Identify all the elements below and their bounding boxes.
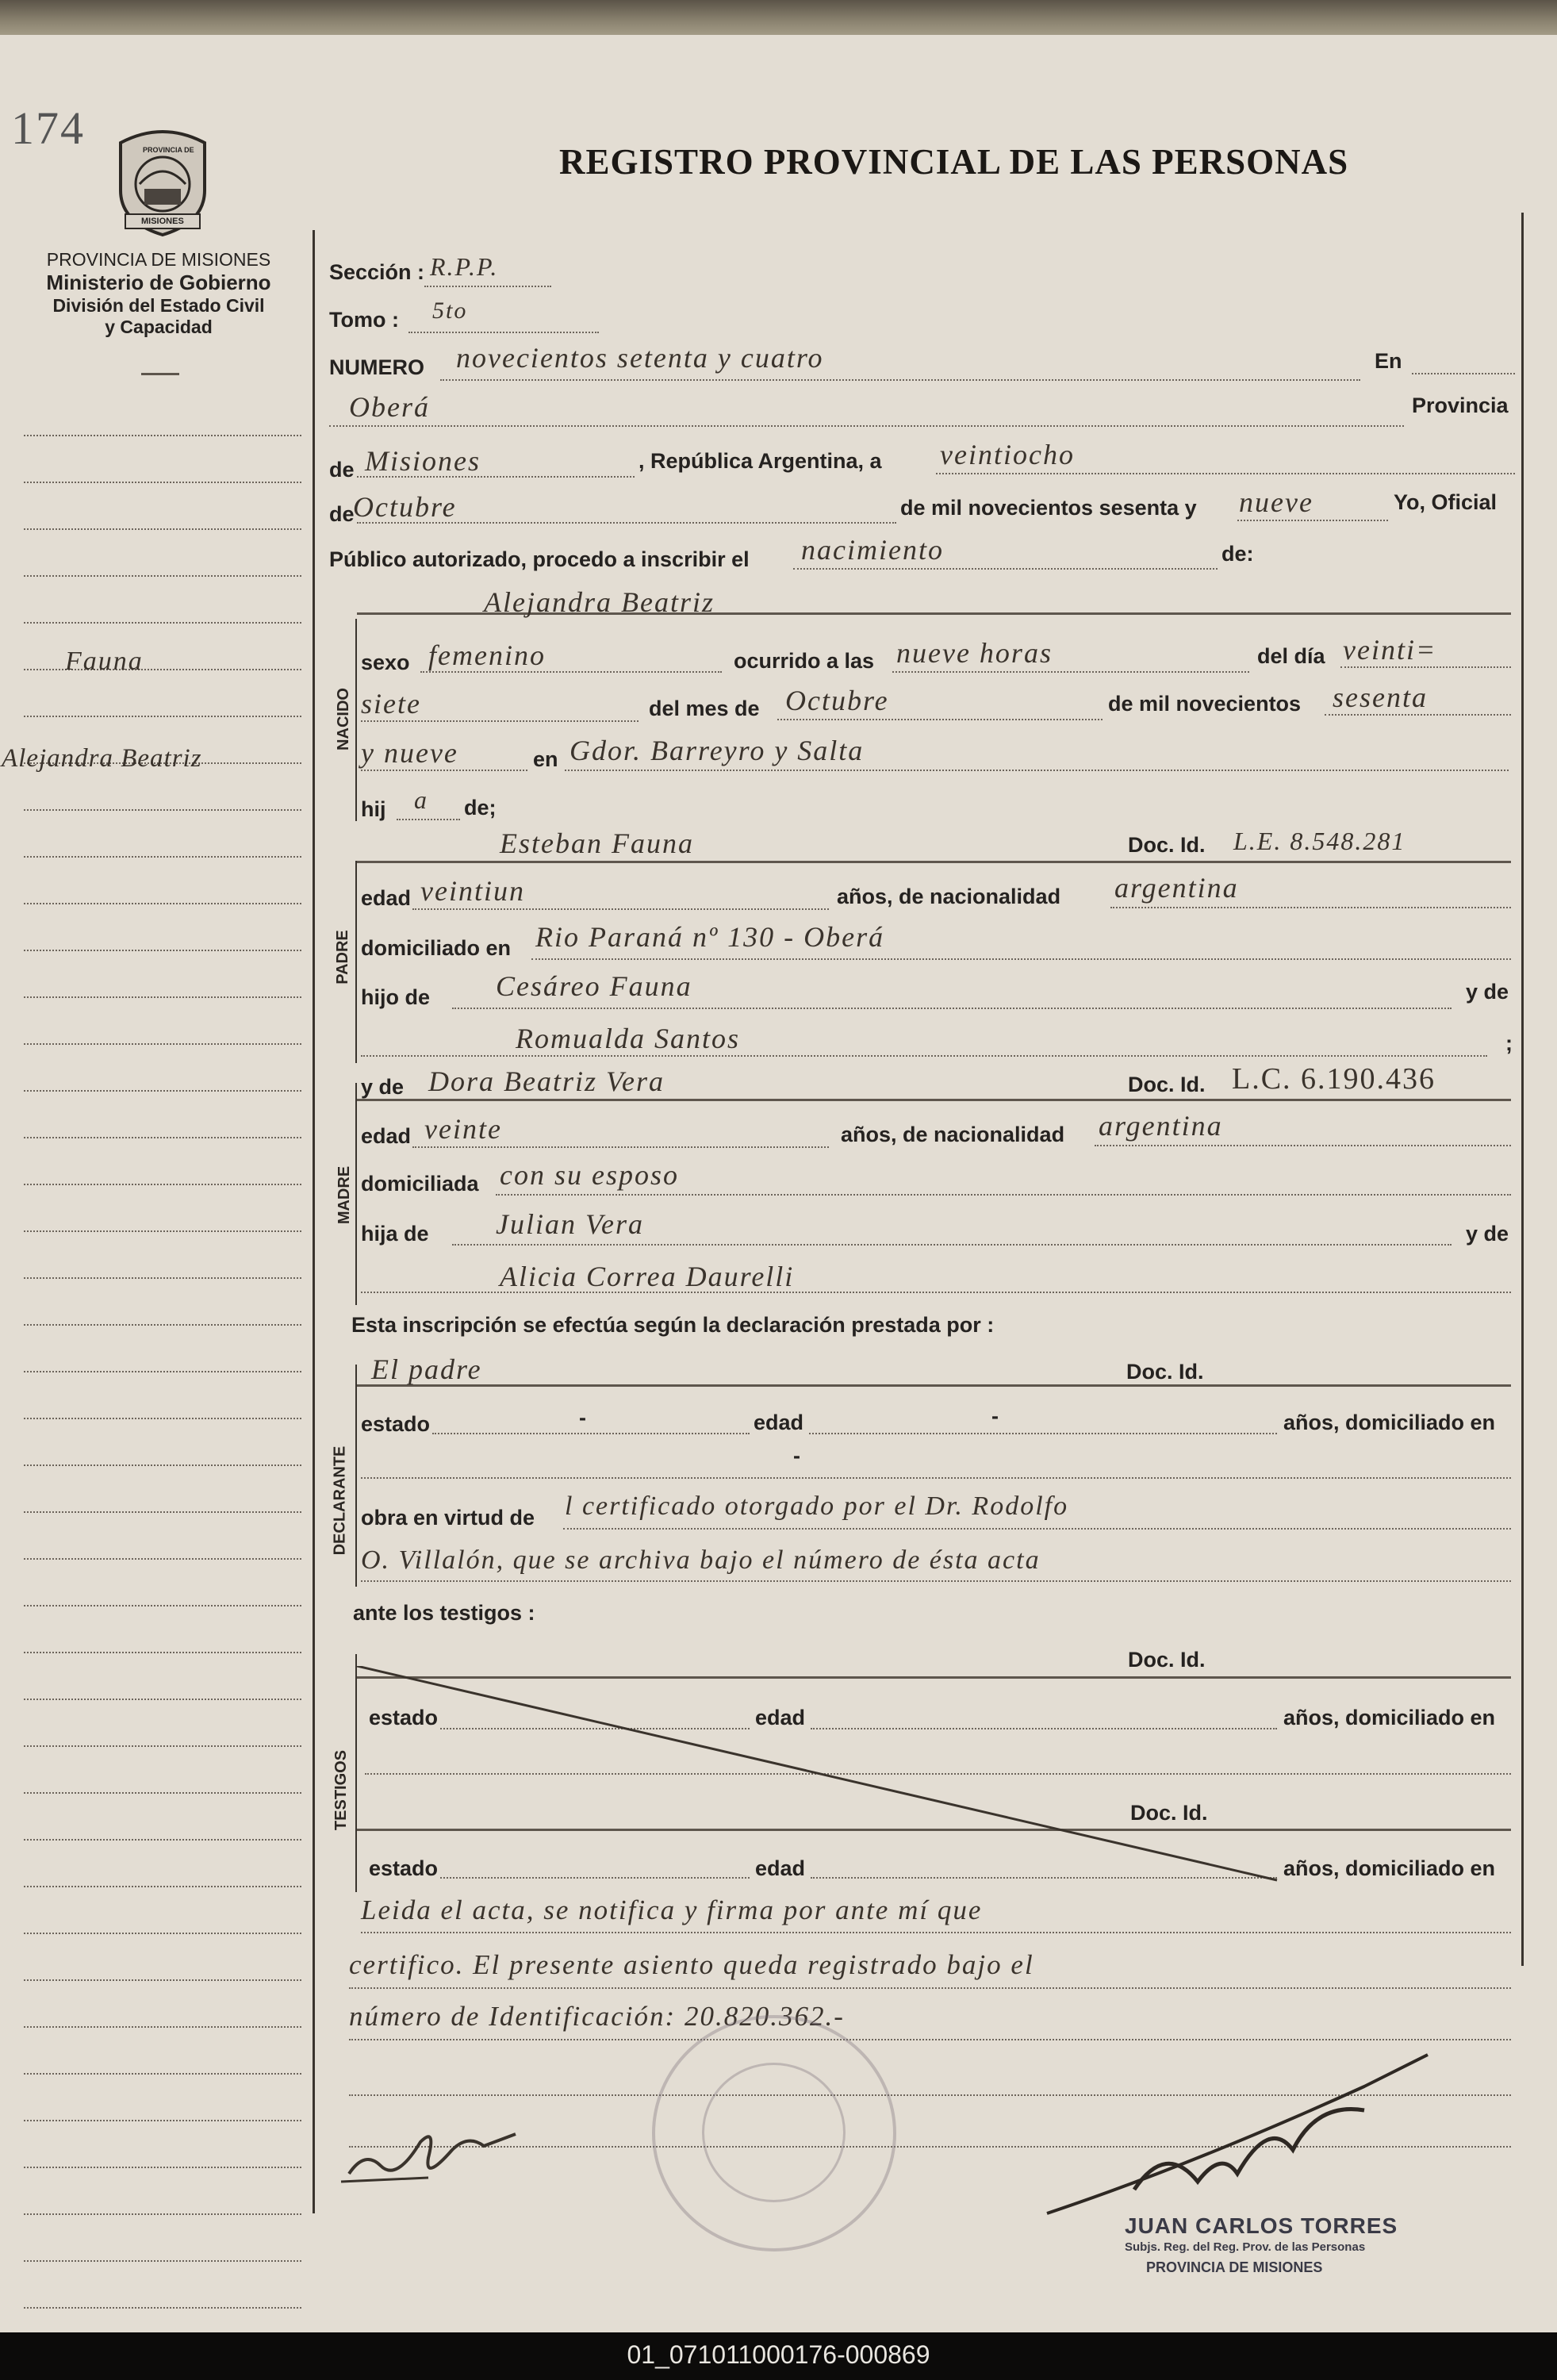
officer-name: JUAN CARLOS TORRES [1125,2213,1398,2238]
margin-ruled-line [24,1558,301,1560]
father-mother-line [361,1055,1487,1057]
anio-value-2: y nueve [361,737,458,769]
mil-label: de mil novecientos sesenta y [900,496,1197,520]
father-yde-label: y de [1466,980,1509,1004]
page-title: REGISTRO PROVINCIAL DE LAS PERSONAS [559,142,1349,182]
seccion-line [424,286,551,287]
margin-ruled-line [24,1464,301,1466]
hora-value: nueve horas [896,637,1053,669]
declarante-value: El padre [371,1353,482,1385]
place-line [329,425,1404,427]
dia-line [1340,666,1511,668]
declarante-edad-dash: - [991,1404,999,1428]
child-name: Alejandra Beatriz [484,586,715,618]
mother-name-line [357,1099,1511,1101]
anio-value: sesenta [1333,681,1428,713]
margin-ruled-line [24,903,301,904]
declarante-estado-line [432,1433,750,1434]
org-capacity: y Capacidad [105,317,213,337]
margin-ruled-line [24,2213,301,2215]
de-colon-label: de: [1221,542,1254,566]
father-dom-label: domiciliado en [361,936,512,960]
testigo1-edad-label: edad [755,1706,806,1729]
seccion-value: R.P.P. [430,252,499,281]
mother-doc-label: Doc. Id. [1128,1073,1206,1096]
father-age-line [412,908,829,910]
madre-bracket [355,1083,357,1305]
mother-name: Dora Beatriz Vera [428,1065,665,1097]
dia-label: del día [1257,644,1325,668]
side-label-declarante: DECLARANTE [331,1445,349,1556]
margin-ruled-line [24,1933,301,1934]
side-label-testigos: TESTIGOS [332,1749,351,1831]
republica-label: , República Argentina, a [639,449,882,473]
mes-value: Octubre [785,685,889,716]
emblem-label-top: PROVINCIA DE [143,146,194,154]
org-header [0,249,317,338]
margin-ruled-line [24,622,301,624]
de3-label: de; [464,796,497,820]
de2-label: de [329,502,355,526]
officer-title: Subjs. Reg. del Reg. Prov. de las Personas [1125,2240,1366,2254]
father-nat: argentina [1114,872,1239,904]
declarant-signature [333,2102,547,2198]
margin-ruled-line [24,2260,301,2262]
numero-value: novecientos setenta y cuatro [456,342,824,374]
dia2-line [361,720,639,722]
margin-ruled-line [24,1090,301,1092]
father-father: Cesáreo Fauna [496,970,692,1002]
dia-value-2: siete [361,688,421,720]
en-line [1412,373,1515,374]
provincia-label: Provincia [1412,393,1509,417]
closing-line-2: certifico. El presente asiento queda registrado bajo el [349,1949,1034,1980]
year-value: nueve [1239,486,1313,518]
emblem-label-bottom: MISIONES [141,217,184,226]
obra-label: obra en virtud de [361,1506,535,1530]
numero-label: NUMERO [329,355,424,379]
father-doc: L.E. 8.548.281 [1233,827,1406,855]
father-dom-line [531,958,1511,960]
father-father-line [452,1008,1452,1009]
mother-mother: Alicia Correa Daurelli [500,1261,795,1292]
margin-ruled-line [24,2120,301,2121]
margin-ruled-line [24,1605,301,1606]
ocurrido-label: ocurrido a las [734,649,875,673]
margin-ruled-line [24,2167,301,2168]
declarante-dom-dash: - [793,1444,800,1468]
margin-ruled-line [24,2073,301,2075]
father-doc-label: Doc. Id. [1128,833,1206,857]
margin-ruled-line [24,1745,301,1747]
page-number: 174 [11,102,85,154]
mes-label: del mes de [649,697,760,720]
testigo1-doc-label: Doc. Id. [1128,1648,1206,1672]
right-frame-border [1521,213,1524,1966]
margin-ruled-line [24,1979,301,1981]
testigo2-dom-label: años, domiciliado en [1283,1856,1496,1880]
act-line [793,568,1218,570]
margin-ruled-line [24,1277,301,1279]
hij-label: hij [361,797,386,821]
closing-line-1: Leida el acta, se notifica y firma por ante mí que [361,1894,983,1925]
oficial-label: Yo, Oficial [1394,490,1498,514]
testigo1-dom-label: años, domiciliado en [1283,1706,1496,1729]
margin-ruled-line [24,435,301,436]
mother-age: veinte [424,1113,502,1145]
margin-ruled-line [24,1184,301,1185]
margin-surname: Fauna [65,647,144,676]
mother-nat: argentina [1099,1110,1223,1142]
testigo2-doc-label: Doc. Id. [1130,1801,1208,1825]
father-father-label: hijo de [361,985,430,1009]
margin-ruled-line [24,716,301,717]
book-binding [0,0,1557,35]
mother-father-label: hija de [361,1222,429,1246]
margin-ruled-line [24,482,301,483]
month-value: Octubre [353,491,457,523]
org-province: PROVINCIA DE MISIONES [46,249,271,270]
org-division: División del Estado Civil [52,295,265,316]
father-name: Esteban Fauna [500,827,694,859]
obra-value-2: O. Villalón, que se archiva bajo el número de ésta acta [361,1545,1041,1575]
margin-ruled-line [24,1886,301,1887]
margin-ruled-line [24,950,301,951]
coat-of-arms-emblem [111,127,214,238]
anio2-line [361,770,527,771]
father-name-line [357,861,1511,863]
officer-province: PROVINCIA DE MISIONES [1146,2259,1323,2275]
en2-label: en [533,747,558,771]
father-semicolon: ; [1505,1031,1513,1055]
mother-dom-line [496,1194,1511,1196]
declarante-estado-label: estado [361,1412,431,1436]
margin-ruled-line [24,1839,301,1841]
father-dom: Rio Paraná nº 130 - Oberá [535,921,885,953]
side-label-padre: PADRE [333,930,351,985]
org-ministry: Ministerio de Gobierno [46,271,271,294]
hij-line [397,819,460,820]
obra-value: l certificado otorgado por el Dr. Rodolfo [565,1491,1069,1521]
lugar-line [565,770,1509,771]
sexo-value: femenino [428,639,546,671]
margin-ruled-line [24,1652,301,1653]
mother-nat-label: años, de nacionalidad [841,1123,1065,1146]
declaracion-label: Esta inscripción se efectúa según la declaración prestada por : [351,1313,995,1337]
margin-ruled-line [24,1371,301,1372]
margin-ruled-line [24,996,301,998]
margin-ruled-line [24,1230,301,1232]
margin-ruled-line [24,1043,301,1045]
mother-yde-label: y de [361,1075,405,1099]
mother-age-line [412,1146,829,1148]
numero-line [440,379,1360,381]
province-value: Misiones [365,445,481,477]
testigos-strike-line [357,1666,1309,1888]
closing1-line [361,1932,1511,1933]
margin-ruled-line [24,856,301,858]
closing-line-3: número de Identificación: 20.820.362.- [349,2001,845,2032]
declarante-dom-line [361,1477,1511,1479]
testigo1-estado-label: estado [369,1706,439,1729]
father-nat-line [1110,907,1511,908]
day-line [936,473,1515,474]
declarante-dom-label: años, domiciliado en [1283,1411,1496,1434]
seccion-label: Sección : [329,260,425,284]
testigos-label: ante los testigos : [353,1601,535,1625]
testigo2-edad-label: edad [755,1856,806,1880]
father-age-label: edad [361,886,412,910]
anio-line [1325,714,1511,716]
mother-father: Julian Vera [496,1208,644,1240]
mother-father-line [452,1244,1452,1246]
lugar-value: Gdor. Barreyro y Salta [569,735,865,766]
margin-ruled-line [24,1137,301,1138]
side-label-nacido: NACIDO [334,688,352,750]
closing2-line [349,1987,1511,1989]
testigo2-estado-label: estado [369,1856,439,1880]
year-line [1237,520,1388,521]
padre-bracket [355,861,357,1063]
mother-dom: con su esposo [500,1159,679,1191]
en-label: En [1375,349,1402,373]
father-nat-label: años, de nacionalidad [837,885,1061,908]
declarante-bracket [355,1365,357,1587]
declarante-estado-dash: - [579,1406,586,1430]
margin-ruled-line [24,575,301,577]
official-seal-inner [702,2063,846,2202]
mother-doc: L.C. 6.190.436 [1232,1062,1436,1096]
margin-ruled-line [24,1699,301,1700]
org-underline [141,373,179,375]
margin-ruled-line [24,528,301,530]
tomo-line [408,332,599,333]
image-caption: 01_071011000176-000869 [627,2340,930,2369]
tomo-value: 5to [432,298,468,324]
hora-line [892,671,1249,673]
margin-ruled-line [24,1792,301,1794]
margin-ruled-line [24,1324,301,1326]
margin-ruled-line [24,1418,301,1419]
officer-signature [1031,2039,1444,2237]
sexo-label: sexo [361,651,410,674]
declarante-edad-line [809,1433,1277,1434]
declarante-edad-label: edad [754,1411,804,1434]
margin-ruled-line [24,2307,301,2309]
main-column-border [313,230,315,2213]
father-mother: Romualda Santos [516,1023,741,1054]
dia-value: veinti= [1343,634,1437,666]
act-value: nacimiento [801,534,944,566]
father-age: veintiun [420,875,525,907]
obra2-line [361,1580,1511,1582]
tomo-label: Tomo : [329,308,399,332]
declarante-doc-label: Doc. Id. [1126,1360,1204,1384]
nacido-bracket [355,619,357,821]
mes-line [777,719,1103,720]
margin-given-names: Alejandra Beatriz [2,744,202,773]
mother-age-label: edad [361,1124,412,1148]
declarante-line [357,1384,1511,1387]
de-label: de [329,458,355,482]
margin-ruled-line [24,2026,301,2028]
mother-nat-line [1095,1145,1511,1146]
mil2-label: de mil novecientos [1108,692,1302,716]
margin-ruled-line [24,1511,301,1513]
side-label-madre: MADRE [336,1165,354,1225]
publico-label: Público autorizado, procedo a inscribir el [329,547,750,571]
mother-yde-label-2: y de [1466,1222,1509,1246]
day-value: veintiocho [940,439,1075,470]
margin-ruled-line [24,809,301,811]
hij-value: a [414,785,428,814]
place-value: Oberá [349,391,430,423]
mother-dom-label: domiciliada [361,1172,479,1196]
obra-line [563,1528,1511,1530]
